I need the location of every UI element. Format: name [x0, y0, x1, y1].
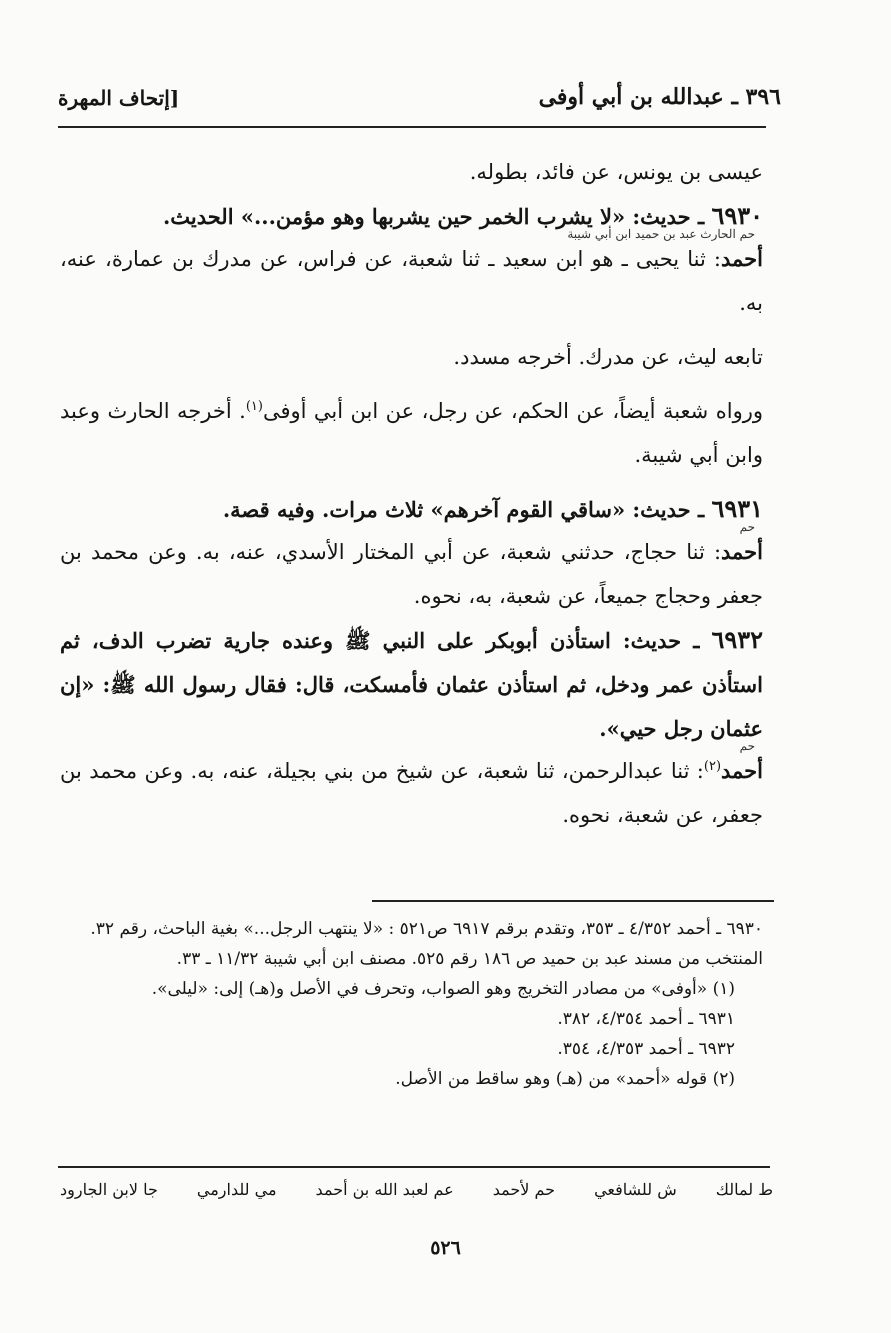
hadith-6932-isnad [60, 749, 763, 837]
source-tag: حم الحارث عبد بن حميد ابن أبي شيبة [567, 227, 755, 241]
footnote-6932: ٦٩٣٢ ـ أحمد ٤/٣٥٣، ٣٥٤. [557, 1039, 735, 1059]
hadith-6931-isnad [60, 530, 763, 618]
abbr-item: حم لأحمد [492, 1180, 556, 1199]
footnote-ref: (٢) [703, 759, 722, 774]
hadith-6930-isnad [60, 237, 763, 325]
footnote-rule [372, 900, 774, 902]
running-header-title: ٣٩٦ ـ عبدالله بن أبي أوفى [538, 84, 781, 110]
source-tag: حم [739, 739, 755, 753]
footnote-6930: ٦٩٣٠ ـ أحمد ٤/٣٥٢ ـ ٣٥٣، وتقدم برقم ٦٩١٧ ص٥٢١ : «لا ينتهب الرجل...» بغية الباحث، رقم ٣٢. المنتخب من مسند عبد بن حميد ص ١٨٦ رقم ٥٢٥. مصنف ابن أبي شيبة ١١/٣٢ ـ ٣٣. [90, 919, 763, 969]
running-header-book: [إتحاف المهرة [58, 86, 180, 110]
footnote-ref: (١) [245, 399, 263, 414]
hadith-number: ٦٩٣١ [711, 494, 763, 523]
footnote-1: (١) «أوفى» من مصادر التخريج وهو الصواب، وتحرف في الأصل و(هـ) إلى: «ليلى». [151, 979, 735, 999]
isnad-text: : ثنا حجاج، حدثني شعبة، عن أبي المختار الأسدي، عنه، به. وعن محمد بن جعفر وحجاج جميعاً، عن شعبة، به، نحوه. [60, 540, 763, 608]
footnote-6931: ٦٩٣١ ـ أحمد ٤/٣٥٤، ٣٨٢. [557, 1009, 735, 1029]
isnad-text: : ثنا عبدالرحمن، ثنا شعبة، عن شيخ من بني بجيلة، عنه، به. وعن محمد بن جعفر، عن شعبة، نحوه. [60, 759, 763, 827]
abbr-item: مي للدارمي [196, 1180, 277, 1199]
isnad-text: : ثنا يحيى ـ هو ابن سعيد ـ ثنا شعبة، عن فراس، عن مدرك بن عمارة، عنه، به. [60, 247, 763, 315]
hadith-6930-riwaya [60, 389, 763, 477]
hadith-6930-follow: تابعه ليث، عن مدرك. أخرجه مسدد. [453, 345, 763, 369]
narrator-label: أحمد [721, 758, 763, 783]
hadith-number: ٦٩٣٢ [711, 625, 763, 654]
abbreviation-rule [58, 1166, 770, 1168]
riwaya-source: . أخرجه الحارث وعبد وابن أبي شيبة. [60, 399, 763, 467]
abbr-item: ط لمالك [715, 1180, 773, 1199]
source-tag: حم [739, 520, 755, 534]
hadith-title: ـ حديث: «ساقي القوم آخرهم» ثلاث مرات. وفيه قصة. [222, 497, 705, 522]
hadith-title: ـ حديث: «لا يشرب الخمر حين يشربها وهو مؤمن...» الحديث. [162, 204, 705, 229]
main-text [60, 150, 763, 837]
riwaya-text: ورواه شعبة أيضاً، عن الحكم، عن رجل، عن ابن أبي أوفى [262, 399, 763, 423]
abbreviation-key [60, 1180, 773, 1199]
hadith-6932-heading [60, 618, 763, 751]
header-rule [58, 126, 766, 128]
footnote-2: (٢) قوله «أحمد» من (هـ) وهو ساقط من الأصل. [395, 1069, 735, 1089]
abbr-item: ش للشافعي [594, 1180, 677, 1199]
abbr-item: عم لعبد الله بن أحمد [315, 1180, 454, 1199]
hadith-title: ـ حديث: استأذن أبوبكر على النبي ﷺ وعنده جارية تضرب الدف، ثم استأذن عمر ودخل، ثم استأذن عثمان فأمسكت، قال: فقال رسول الله ﷺ: «إن عثمان رجل حيي». [60, 628, 763, 741]
page-number: ٥٢٦ [430, 1237, 461, 1259]
hadith-number: ٦٩٣٠ [711, 201, 763, 230]
narrator-label: أحمد [721, 539, 763, 564]
narrator-label: أحمد [721, 246, 763, 271]
footnotes [60, 914, 763, 1094]
continuation-line: عيسى بن يونس، عن فائد، بطوله. [469, 160, 763, 184]
abbr-item: جا لابن الجارود [60, 1180, 158, 1199]
